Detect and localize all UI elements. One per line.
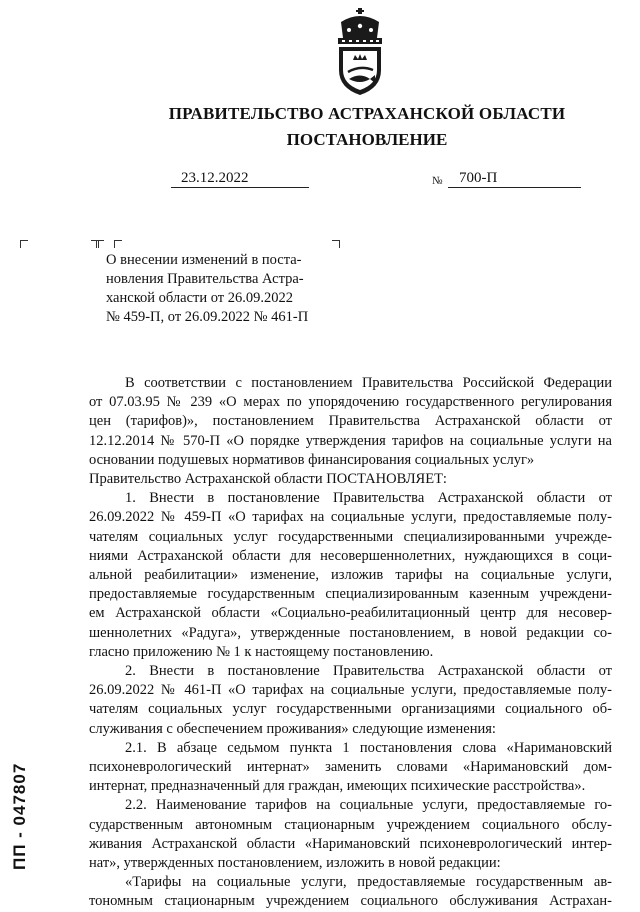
subject-line: О внесении изменений в поста- [106, 252, 302, 268]
corner-mark [332, 240, 340, 248]
body-line: ем Астраханской области «Социально-реабилитационный центр для несовер- [89, 605, 612, 622]
body-line: В соответствии с постановлением Правительства Российской Федерации [125, 375, 612, 391]
number-sign: № [432, 175, 443, 187]
corner-mark [114, 240, 122, 248]
body-line: живания Астраханской области «Наримановский психоневрологический интер- [89, 835, 612, 852]
document-number: 700-П [459, 170, 498, 186]
body-line: 26.09.2022 № 459-П «О тарифах на социальные услуги, предоставляемые полу- [89, 509, 612, 526]
document-subject [106, 251, 338, 327]
body-line: служивания с обеспечением проживания» следующие изменения: [89, 720, 496, 737]
document-body [89, 374, 612, 912]
body-line: от 07.03.95 № 239 «О мерах по упорядочению государственного регулирования [89, 394, 612, 411]
body-line: чателям социальных услуг государственными организациями социального об- [89, 701, 612, 718]
body-line: гласно приложению № 1 к настоящему постановлению. [89, 643, 434, 660]
document-kind: ПОСТАНОВЛЕНИЕ [286, 130, 448, 149]
body-line: 12.12.2014 № 570-П «О порядке утверждения тарифов на социальные услуги на [89, 432, 612, 449]
body-line: основании подушевых нормативов финансирования социальных услуг» [89, 451, 535, 468]
body-line: сударственным автономным стационарным учреждением социального обслу- [89, 816, 612, 833]
body-line: интернат, предназначенный для граждан, имеющих психические расстройства». [89, 778, 586, 795]
body-line: предоставляемые государственным специализированным казенным учреждени- [89, 586, 612, 603]
coat-of-arms-icon [329, 8, 391, 96]
corner-mark [20, 240, 28, 248]
body-line: цен (тарифов)», постановлением Правительства Астраханской области от [89, 413, 612, 430]
number-underline [448, 187, 581, 188]
body-line: шеннолетних «Радуга», утвержденные постановлением, в новой редакции со- [89, 624, 612, 641]
document-date: 23.12.2022 [181, 170, 249, 186]
subject-line: новления Правительства Астра- [106, 271, 304, 287]
body-line: чателям социальных услуг государственными специализированными учрежде- [89, 528, 612, 545]
body-line: 26.09.2022 № 461-П «О тарифах на социальные услуги, предоставляемые полу- [89, 682, 612, 699]
body-line: 2.1. В абзаце седьмом пункта 1 постановления слова «Наримановский [125, 739, 612, 756]
body-line: психоневрологический интернат» заменить словами «Наримановский дом- [89, 759, 612, 776]
body-line: ниями Астраханской области для несовершеннолетних, нуждающихся в соци- [89, 547, 612, 564]
subject-line: № 459-П, от 26.09.2022 № 461-П [106, 309, 309, 325]
body-line: альной реабилитации» изменение, изложив тарифы на социальные услуги, [89, 567, 612, 584]
body-line: 1. Внести в постановление Правительства Астраханской области от [125, 490, 612, 507]
subject-line: ханской области от 26.09.2022 [106, 290, 293, 306]
registration-code: ПП - 047807 [10, 762, 29, 870]
body-line: 2.2. Наименование тарифов на социальные услуги, предоставляемые го- [125, 797, 612, 814]
body-line: 2. Внести в постановление Правительства Астраханской области от [125, 663, 612, 680]
body-line: тономным стационарным учреждением социального обслуживания Астрахан- [89, 893, 612, 910]
body-line: Правительство Астраханской области ПОСТАНОВЛЯЕТ: [89, 471, 447, 488]
government-title: ПРАВИТЕЛЬСТВО АСТРАХАНСКОЙ ОБЛАСТИ [168, 104, 566, 123]
body-line: «Тарифы на социальные услуги, предоставляемые государственным ав- [125, 874, 612, 891]
date-underline [171, 187, 309, 188]
body-line: нат», утвержденных постановлением, изложить в новой редакции: [89, 855, 501, 872]
corner-mark [91, 240, 99, 248]
